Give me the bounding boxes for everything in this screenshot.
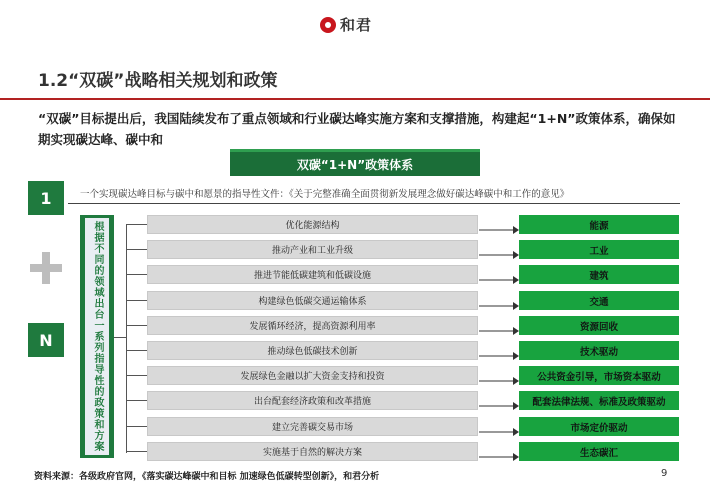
arrow-right-icon — [479, 447, 519, 457]
tree-branch — [126, 325, 147, 326]
side-label: 根据不同的领域出台一系列指导性的政策和方案 — [85, 218, 109, 455]
tree-branch — [126, 400, 147, 401]
policy-system-banner: 双碳“1+N”政策体系 — [230, 149, 480, 176]
measure-box: 发展绿色金融以扩大资金支持和投资 — [147, 366, 478, 385]
measure-box: 推动产业和工业升级 — [147, 240, 478, 259]
plus-icon — [30, 252, 62, 284]
sector-box: 建筑 — [519, 265, 679, 284]
arrow-right-icon — [479, 371, 519, 381]
arrow-right-icon — [479, 321, 519, 331]
logo-mark-icon — [320, 17, 336, 33]
title-divider — [0, 98, 710, 100]
arrow-right-icon — [479, 422, 519, 432]
tree-vertical-line — [126, 224, 127, 453]
brand-name: 和君 — [340, 16, 373, 34]
sector-box: 工业 — [519, 240, 679, 259]
sector-box: 市场定价驱动 — [519, 417, 679, 436]
arrow-right-icon — [479, 296, 519, 306]
document-underline — [68, 203, 680, 204]
measure-box: 构建绿色低碳交通运输体系 — [147, 291, 478, 310]
arrow-right-icon — [479, 220, 519, 230]
badge-n: N — [28, 323, 64, 357]
intro-text: “双碳”目标提出后，我国陆续发布了重点领域和行业碳达峰实施方案和支撑措施，构建起“1+N”政策体系，确保如期实现碳达峰、碳中和 — [38, 111, 676, 147]
sector-box: 公共资金引导，市场资本驱动 — [519, 366, 679, 385]
sector-box: 能源 — [519, 215, 679, 234]
arrow-right-icon — [479, 346, 519, 356]
tree-branch — [126, 274, 147, 275]
tree-branch — [126, 300, 147, 301]
measure-box: 优化能源结构 — [147, 215, 478, 234]
sector-box: 生态碳汇 — [519, 442, 679, 461]
tree-branch — [126, 451, 147, 452]
measure-box: 发展循环经济，提高资源利用率 — [147, 316, 478, 335]
tree-branch — [126, 426, 147, 427]
sector-box: 交通 — [519, 291, 679, 310]
sector-box: 资源回收 — [519, 316, 679, 335]
measure-box: 推进节能低碳建筑和低碳设施 — [147, 265, 478, 284]
measure-box: 推动绿色低碳技术创新 — [147, 341, 478, 360]
sector-box: 技术驱动 — [519, 341, 679, 360]
sector-box: 配套法律法规、标准及政策驱动 — [519, 391, 679, 410]
tree-branch — [126, 375, 147, 376]
measure-box: 建立完善碳交易市场 — [147, 417, 478, 436]
tree-branch — [126, 350, 147, 351]
side-label-box — [80, 215, 114, 458]
arrow-right-icon — [479, 396, 519, 406]
page-title: 1.2“双碳”战略相关规划和政策 — [38, 71, 278, 91]
bracket-connector — [114, 337, 126, 338]
measure-box: 出台配套经济政策和改革措施 — [147, 391, 478, 410]
tree-branch — [126, 224, 147, 225]
page-number: 9 — [661, 468, 668, 479]
brand-logo — [320, 14, 372, 35]
source-note: 资料来源：各级政府官网，《落实碳达峰碳中和目标 加速绿色低碳转型创新》，和君分析 — [34, 472, 380, 482]
arrow-right-icon — [479, 245, 519, 255]
tree-branch — [126, 249, 147, 250]
guiding-document-line: 一个实现碳达峰目标与碳中和愿景的指导性文件：《关于完整准确全面贯彻新发展理念做好碳达峰碳中和工作的意见》 — [80, 189, 570, 200]
arrow-right-icon — [479, 270, 519, 280]
badge-one: 1 — [28, 181, 64, 215]
measure-box: 实施基于自然的解决方案 — [147, 442, 478, 461]
